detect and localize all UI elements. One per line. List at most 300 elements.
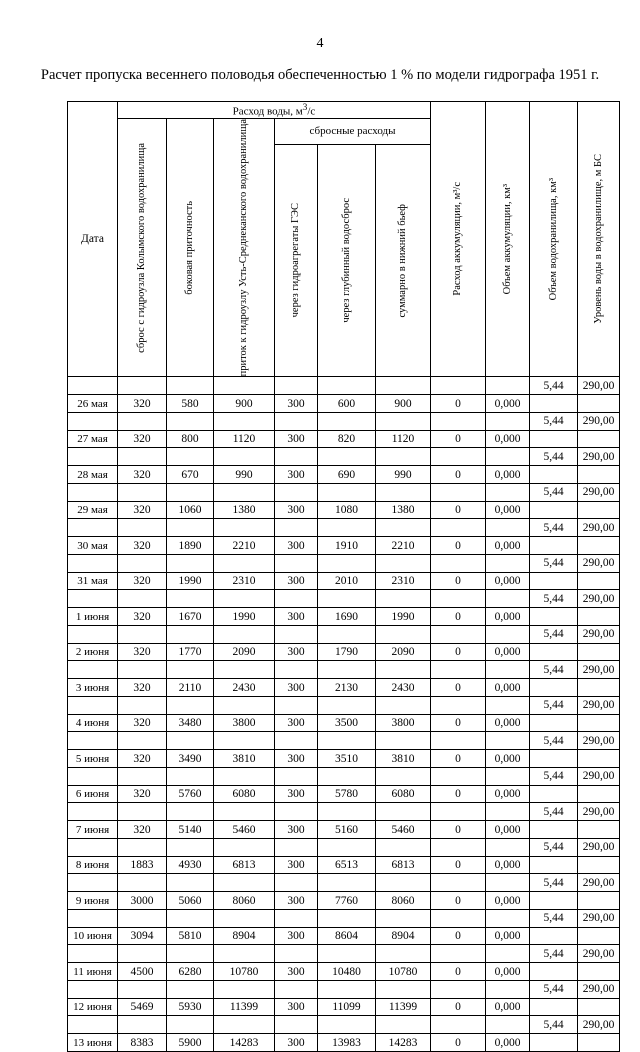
- cell-spacer: [530, 572, 578, 590]
- cell-date: 2 июня: [68, 643, 118, 661]
- cell-through-spillway: 5780: [318, 785, 376, 803]
- cell-accumulation-volume: 0,000: [486, 395, 530, 413]
- table-row-state: [68, 590, 620, 608]
- cell-total-downstream: 8060: [376, 892, 431, 910]
- cell-total-downstream: 3810: [376, 750, 431, 768]
- cell-accumulation-volume: 0,000: [486, 608, 530, 626]
- cell-spacer: [530, 963, 578, 981]
- cell-lateral-inflow: 800: [167, 430, 214, 448]
- cell-reservoir-volume: 5,44: [530, 661, 578, 679]
- cell-accumulation-volume: 0,000: [486, 998, 530, 1016]
- cell-water-level: 290,00: [578, 803, 620, 821]
- table-row-state: [68, 661, 620, 679]
- cell-water-level: 290,00: [578, 874, 620, 892]
- cell-total-downstream: 2430: [376, 679, 431, 697]
- cell-water-level: 290,00: [578, 838, 620, 856]
- cell-reservoir-release: 3000: [118, 892, 167, 910]
- cell-accumulation-flow: 0: [431, 856, 486, 874]
- cell-accumulation-volume: 0,000: [486, 856, 530, 874]
- cell-spacer: [578, 466, 620, 484]
- cell-spacer: [530, 750, 578, 768]
- cell-through-turbines: 300: [275, 501, 318, 519]
- table-row: [68, 572, 620, 590]
- cell-lateral-inflow: 670: [167, 466, 214, 484]
- cell-spacer: [578, 430, 620, 448]
- cell-reservoir-release: 320: [118, 679, 167, 697]
- table-row: [68, 1034, 620, 1052]
- cell-reservoir-release: 3094: [118, 927, 167, 945]
- cell-through-spillway: 600: [318, 395, 376, 413]
- cell-inflow: 1990: [214, 608, 275, 626]
- initial-volume: 5,44: [530, 377, 578, 395]
- cell-lateral-inflow: 5930: [167, 998, 214, 1016]
- cell-spacer: [530, 892, 578, 910]
- table-row-state: [68, 945, 620, 963]
- cell-accumulation-flow: 0: [431, 430, 486, 448]
- cell-accumulation-volume: 0,000: [486, 785, 530, 803]
- cell-through-spillway: 10480: [318, 963, 376, 981]
- table-row: [68, 856, 620, 874]
- cell-spacer: [578, 821, 620, 839]
- table-row-state: [68, 980, 620, 998]
- cell-spacer: [578, 537, 620, 555]
- cell-lateral-inflow: 1060: [167, 501, 214, 519]
- cell-date: 4 июня: [68, 714, 118, 732]
- table-body: [68, 377, 620, 1052]
- cell-through-turbines: 300: [275, 821, 318, 839]
- table-row-state: [68, 909, 620, 927]
- cell-inflow: 2310: [214, 572, 275, 590]
- cell-through-spillway: 6513: [318, 856, 376, 874]
- cell-through-spillway: 13983: [318, 1034, 376, 1052]
- cell-reservoir-release: 320: [118, 537, 167, 555]
- cell-inflow: 2090: [214, 643, 275, 661]
- table-row: [68, 537, 620, 555]
- cell-accumulation-flow: 0: [431, 395, 486, 413]
- cell-water-level: 290,00: [578, 519, 620, 537]
- cell-date: 30 мая: [68, 537, 118, 555]
- cell-accumulation-flow: 0: [431, 501, 486, 519]
- cell-reservoir-volume: 5,44: [530, 625, 578, 643]
- cell-date: 6 июня: [68, 785, 118, 803]
- cell-reservoir-volume: 5,44: [530, 838, 578, 856]
- cell-lateral-inflow: 580: [167, 395, 214, 413]
- cell-inflow: 8904: [214, 927, 275, 945]
- cell-accumulation-volume: 0,000: [486, 927, 530, 945]
- cell-spacer: [578, 643, 620, 661]
- header-reservoir-release: сброс с гидроузла Колымского водохранилища: [118, 119, 167, 377]
- header-accumulation-volume: Объем аккумуляции, км³: [486, 102, 530, 377]
- cell-date: 11 июня: [68, 963, 118, 981]
- cell-inflow: 5460: [214, 821, 275, 839]
- cell-reservoir-release: 5469: [118, 998, 167, 1016]
- cell-date: 27 мая: [68, 430, 118, 448]
- cell-accumulation-volume: 0,000: [486, 466, 530, 484]
- table-row: [68, 430, 620, 448]
- table-row-state: [68, 874, 620, 892]
- cell-accumulation-flow: 0: [431, 892, 486, 910]
- cell-spacer: [578, 679, 620, 697]
- cell-total-downstream: 1120: [376, 430, 431, 448]
- cell-inflow: 990: [214, 466, 275, 484]
- cell-through-turbines: 300: [275, 892, 318, 910]
- table-row: [68, 998, 620, 1016]
- cell-through-turbines: 300: [275, 714, 318, 732]
- cell-date: 9 июня: [68, 892, 118, 910]
- cell-spacer: [530, 1034, 578, 1052]
- table-row: [68, 927, 620, 945]
- cell-lateral-inflow: 2110: [167, 679, 214, 697]
- cell-accumulation-flow: 0: [431, 537, 486, 555]
- cell-total-downstream: 2210: [376, 537, 431, 555]
- cell-total-downstream: 14283: [376, 1034, 431, 1052]
- cell-through-spillway: 3510: [318, 750, 376, 768]
- cell-water-level: 290,00: [578, 945, 620, 963]
- cell-date: 26 мая: [68, 395, 118, 413]
- cell-through-turbines: 300: [275, 537, 318, 555]
- cell-through-turbines: 300: [275, 927, 318, 945]
- cell-through-turbines: 300: [275, 572, 318, 590]
- cell-reservoir-release: 320: [118, 395, 167, 413]
- cell-lateral-inflow: 3480: [167, 714, 214, 732]
- cell-water-level: 290,00: [578, 554, 620, 572]
- cell-reservoir-volume: 5,44: [530, 909, 578, 927]
- cell-inflow: 900: [214, 395, 275, 413]
- cell-inflow: 3800: [214, 714, 275, 732]
- cell-inflow: 14283: [214, 1034, 275, 1052]
- table-row: [68, 821, 620, 839]
- cell-reservoir-release: 1883: [118, 856, 167, 874]
- cell-through-spillway: 2130: [318, 679, 376, 697]
- cell-spacer: [530, 643, 578, 661]
- cell-water-level: 290,00: [578, 696, 620, 714]
- table-row: [68, 785, 620, 803]
- table-row-state: [68, 767, 620, 785]
- cell-accumulation-flow: 0: [431, 643, 486, 661]
- cell-through-turbines: 300: [275, 466, 318, 484]
- header-inflow: приток к гидроузлу Усть-Среднеканского водохранилища: [214, 119, 275, 377]
- cell-spacer: [578, 785, 620, 803]
- cell-inflow: 3810: [214, 750, 275, 768]
- cell-date: 13 июня: [68, 1034, 118, 1052]
- cell-reservoir-volume: 5,44: [530, 803, 578, 821]
- cell-total-downstream: 900: [376, 395, 431, 413]
- cell-through-turbines: 300: [275, 395, 318, 413]
- cell-reservoir-volume: 5,44: [530, 874, 578, 892]
- cell-through-spillway: 11099: [318, 998, 376, 1016]
- initial-level: 290,00: [578, 377, 620, 395]
- cell-spacer: [578, 714, 620, 732]
- cell-spacer: [578, 892, 620, 910]
- cell-accumulation-flow: 0: [431, 963, 486, 981]
- table-row: [68, 892, 620, 910]
- cell-accumulation-volume: 0,000: [486, 750, 530, 768]
- cell-accumulation-flow: 0: [431, 821, 486, 839]
- cell-accumulation-volume: 0,000: [486, 892, 530, 910]
- cell-accumulation-volume: 0,000: [486, 501, 530, 519]
- cell-inflow: 6080: [214, 785, 275, 803]
- cell-date: 8 июня: [68, 856, 118, 874]
- cell-accumulation-flow: 0: [431, 572, 486, 590]
- cell-lateral-inflow: 5760: [167, 785, 214, 803]
- cell-reservoir-release: 320: [118, 750, 167, 768]
- cell-reservoir-volume: 5,44: [530, 448, 578, 466]
- cell-date: 12 июня: [68, 998, 118, 1016]
- cell-spacer: [530, 537, 578, 555]
- cell-total-downstream: 10780: [376, 963, 431, 981]
- cell-reservoir-volume: 5,44: [530, 519, 578, 537]
- cell-total-downstream: 2310: [376, 572, 431, 590]
- cell-accumulation-volume: 0,000: [486, 572, 530, 590]
- table-row: [68, 466, 620, 484]
- cell-reservoir-volume: 5,44: [530, 590, 578, 608]
- cell-spacer: [530, 608, 578, 626]
- table-row-state: [68, 483, 620, 501]
- cell-spacer: [578, 998, 620, 1016]
- cell-accumulation-volume: 0,000: [486, 1034, 530, 1052]
- table-row: [68, 643, 620, 661]
- cell-spacer: [530, 856, 578, 874]
- cell-date: 31 мая: [68, 572, 118, 590]
- cell-water-level: 290,00: [578, 448, 620, 466]
- cell-water-level: 290,00: [578, 1016, 620, 1034]
- cell-accumulation-flow: 0: [431, 927, 486, 945]
- cell-reservoir-release: 320: [118, 572, 167, 590]
- cell-total-downstream: 3800: [376, 714, 431, 732]
- header-flow-group: Расход воды, $м^3/с$: [118, 102, 431, 119]
- cell-through-spillway: 1790: [318, 643, 376, 661]
- header-through-turbines: через гидроагрегаты ГЭС: [275, 144, 318, 377]
- cell-through-turbines: 300: [275, 1034, 318, 1052]
- cell-spacer: [530, 785, 578, 803]
- cell-spacer: [530, 998, 578, 1016]
- cell-accumulation-volume: 0,000: [486, 537, 530, 555]
- header-date: Дата: [68, 102, 118, 377]
- cell-reservoir-volume: 5,44: [530, 696, 578, 714]
- header-through-spillway: через глубинный водосброс: [318, 144, 376, 377]
- table-row-state: [68, 448, 620, 466]
- cell-through-turbines: 300: [275, 430, 318, 448]
- cell-inflow: 2430: [214, 679, 275, 697]
- cell-spacer: [530, 714, 578, 732]
- table-row-state: [68, 696, 620, 714]
- cell-reservoir-volume: 5,44: [530, 732, 578, 750]
- cell-through-spillway: 690: [318, 466, 376, 484]
- cell-through-turbines: 300: [275, 679, 318, 697]
- cell-accumulation-flow: 0: [431, 466, 486, 484]
- cell-reservoir-volume: 5,44: [530, 554, 578, 572]
- table-row-state: [68, 838, 620, 856]
- table-row: [68, 395, 620, 413]
- cell-water-level: 290,00: [578, 412, 620, 430]
- flood-calculation-table: [67, 101, 620, 1052]
- cell-inflow: 11399: [214, 998, 275, 1016]
- table-row: [68, 750, 620, 768]
- cell-lateral-inflow: 5140: [167, 821, 214, 839]
- cell-total-downstream: 6813: [376, 856, 431, 874]
- cell-water-level: 290,00: [578, 767, 620, 785]
- header-total-downstream: суммарно в нижний бьеф: [376, 144, 431, 377]
- cell-reservoir-release: 320: [118, 430, 167, 448]
- cell-through-spillway: 1690: [318, 608, 376, 626]
- cell-spacer: [578, 1034, 620, 1052]
- cell-reservoir-volume: 5,44: [530, 483, 578, 501]
- cell-accumulation-volume: 0,000: [486, 643, 530, 661]
- cell-accumulation-flow: 0: [431, 1034, 486, 1052]
- cell-accumulation-volume: 0,000: [486, 714, 530, 732]
- cell-accumulation-flow: 0: [431, 750, 486, 768]
- cell-reservoir-release: 320: [118, 785, 167, 803]
- cell-through-turbines: 300: [275, 998, 318, 1016]
- cell-spacer: [578, 856, 620, 874]
- cell-spacer: [578, 572, 620, 590]
- table-row-state: [68, 732, 620, 750]
- cell-through-turbines: 300: [275, 856, 318, 874]
- cell-inflow: 6813: [214, 856, 275, 874]
- cell-date: 29 мая: [68, 501, 118, 519]
- cell-reservoir-release: 8383: [118, 1034, 167, 1052]
- cell-reservoir-release: 320: [118, 821, 167, 839]
- cell-accumulation-flow: 0: [431, 608, 486, 626]
- cell-total-downstream: 990: [376, 466, 431, 484]
- table-row-state: [68, 1016, 620, 1034]
- cell-through-turbines: 300: [275, 963, 318, 981]
- cell-spacer: [530, 821, 578, 839]
- cell-through-spillway: 820: [318, 430, 376, 448]
- cell-lateral-inflow: 1990: [167, 572, 214, 590]
- cell-spacer: [578, 963, 620, 981]
- cell-spacer: [578, 927, 620, 945]
- cell-total-downstream: 11399: [376, 998, 431, 1016]
- cell-water-level: 290,00: [578, 661, 620, 679]
- cell-lateral-inflow: 1890: [167, 537, 214, 555]
- cell-lateral-inflow: 4930: [167, 856, 214, 874]
- cell-through-turbines: 300: [275, 608, 318, 626]
- cell-through-turbines: 300: [275, 750, 318, 768]
- cell-water-level: 290,00: [578, 980, 620, 998]
- cell-water-level: 290,00: [578, 625, 620, 643]
- cell-total-downstream: 2090: [376, 643, 431, 661]
- cell-through-spillway: 1080: [318, 501, 376, 519]
- cell-spacer: [530, 430, 578, 448]
- cell-accumulation-flow: 0: [431, 679, 486, 697]
- table-row: [68, 714, 620, 732]
- cell-accumulation-volume: 0,000: [486, 430, 530, 448]
- page-number: 4: [316, 36, 324, 51]
- cell-lateral-inflow: 1670: [167, 608, 214, 626]
- cell-accumulation-volume: 0,000: [486, 821, 530, 839]
- table-row: [68, 608, 620, 626]
- table-row: [68, 963, 620, 981]
- initial-state-row: [68, 377, 620, 395]
- cell-spacer: [530, 466, 578, 484]
- cell-accumulation-volume: 0,000: [486, 963, 530, 981]
- cell-lateral-inflow: 5060: [167, 892, 214, 910]
- cell-date: 1 июня: [68, 608, 118, 626]
- cell-reservoir-volume: 5,44: [530, 945, 578, 963]
- cell-date: 5 июня: [68, 750, 118, 768]
- cell-spacer: [578, 750, 620, 768]
- cell-date: 3 июня: [68, 679, 118, 697]
- header-discharge-group: сбросные расходы: [275, 119, 431, 145]
- header-reservoir-volume: Объем водохранилища, км³: [530, 102, 578, 377]
- table-row-state: [68, 412, 620, 430]
- cell-inflow: 1120: [214, 430, 275, 448]
- cell-total-downstream: 5460: [376, 821, 431, 839]
- cell-through-spillway: 2010: [318, 572, 376, 590]
- cell-through-spillway: 3500: [318, 714, 376, 732]
- cell-spacer: [530, 501, 578, 519]
- header-water-level: Уровень воды в водохранилище, м БС: [578, 102, 620, 377]
- cell-spacer: [530, 395, 578, 413]
- cell-water-level: 290,00: [578, 590, 620, 608]
- cell-through-spillway: 8604: [318, 927, 376, 945]
- cell-accumulation-flow: 0: [431, 714, 486, 732]
- cell-accumulation-volume: 0,000: [486, 679, 530, 697]
- cell-through-spillway: 7760: [318, 892, 376, 910]
- table-row-state: [68, 803, 620, 821]
- cell-date: 10 июня: [68, 927, 118, 945]
- cell-spacer: [578, 501, 620, 519]
- cell-lateral-inflow: 5900: [167, 1034, 214, 1052]
- cell-accumulation-flow: 0: [431, 785, 486, 803]
- cell-total-downstream: 8904: [376, 927, 431, 945]
- cell-through-spillway: 5160: [318, 821, 376, 839]
- cell-total-downstream: 6080: [376, 785, 431, 803]
- cell-spacer: [530, 927, 578, 945]
- cell-reservoir-release: 320: [118, 643, 167, 661]
- cell-spacer: [530, 679, 578, 697]
- cell-reservoir-volume: 5,44: [530, 412, 578, 430]
- cell-reservoir-release: 320: [118, 501, 167, 519]
- cell-date: 28 мая: [68, 466, 118, 484]
- cell-through-spillway: 1910: [318, 537, 376, 555]
- cell-accumulation-flow: 0: [431, 998, 486, 1016]
- cell-reservoir-release: 320: [118, 466, 167, 484]
- cell-lateral-inflow: 1770: [167, 643, 214, 661]
- document-title: Расчет пропуска весеннего половодья обеспеченностью 1 % по модели гидрографа 1951 г.: [40, 67, 600, 83]
- cell-reservoir-release: 320: [118, 608, 167, 626]
- table-row: [68, 679, 620, 697]
- cell-inflow: 8060: [214, 892, 275, 910]
- cell-spacer: [578, 608, 620, 626]
- cell-reservoir-release: 4500: [118, 963, 167, 981]
- header-accumulation-flow: Расход аккумуляции, м³/с: [431, 102, 486, 377]
- header-lateral-inflow: боковая приточность: [167, 119, 214, 377]
- cell-water-level: 290,00: [578, 732, 620, 750]
- table-row-state: [68, 625, 620, 643]
- cell-reservoir-volume: 5,44: [530, 980, 578, 998]
- cell-through-turbines: 300: [275, 785, 318, 803]
- table-row: [68, 501, 620, 519]
- cell-reservoir-volume: 5,44: [530, 767, 578, 785]
- cell-through-turbines: 300: [275, 643, 318, 661]
- cell-inflow: 2210: [214, 537, 275, 555]
- cell-date: 7 июня: [68, 821, 118, 839]
- cell-reservoir-release: 320: [118, 714, 167, 732]
- cell-total-downstream: 1380: [376, 501, 431, 519]
- table-row-state: [68, 519, 620, 537]
- table-row-state: [68, 554, 620, 572]
- cell-water-level: 290,00: [578, 909, 620, 927]
- cell-lateral-inflow: 3490: [167, 750, 214, 768]
- cell-spacer: [578, 395, 620, 413]
- cell-total-downstream: 1990: [376, 608, 431, 626]
- cell-lateral-inflow: 6280: [167, 963, 214, 981]
- cell-lateral-inflow: 5810: [167, 927, 214, 945]
- cell-inflow: 10780: [214, 963, 275, 981]
- cell-reservoir-volume: 5,44: [530, 1016, 578, 1034]
